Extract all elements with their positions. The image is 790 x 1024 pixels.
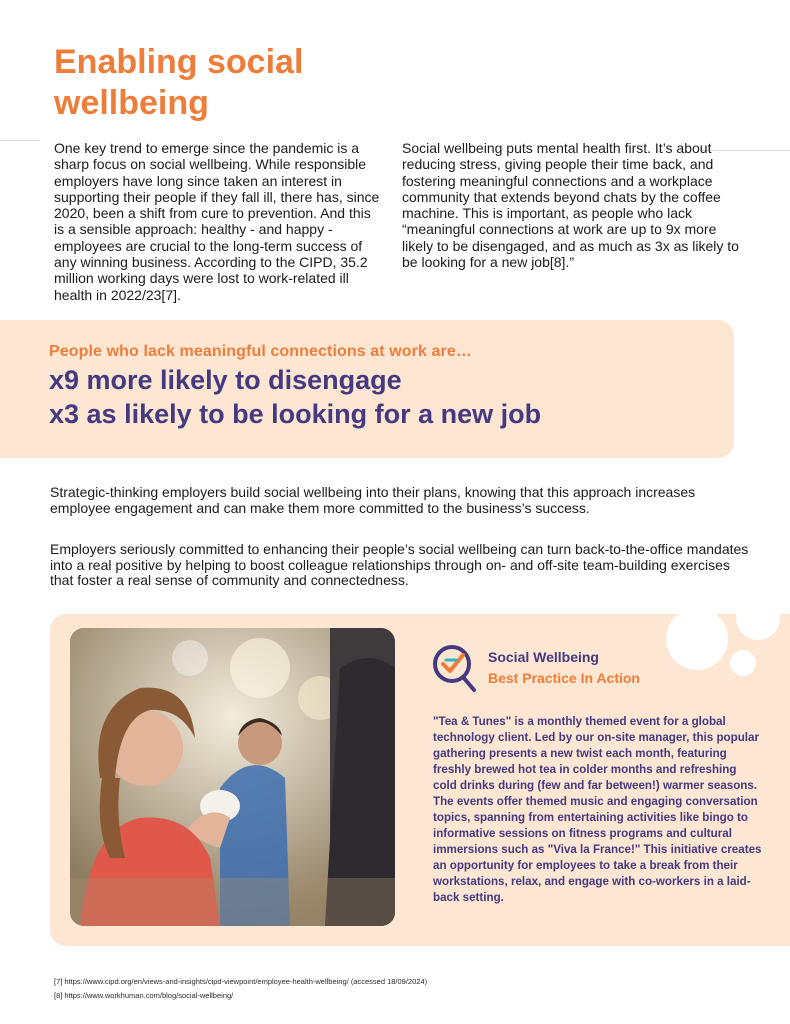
case-study-body: "Tea & Tunes" is a monthly themed event for a global technology client. Led by our on-site manager, this popular gathering presents a new twist each month, featuring freshly brewed hot tea in colder months and refreshing cold drinks during (few and far between!) warmer seasons. The events offer themed music and engaging conversation topics, spanning from entertaining activities like bingo to informative sessions on fitness programs and cultural immersions such as "Viva la France!" This initiative creates an opportunity for employees to take a break from their workstations, relax, and engage with co-workers in a laid-back setting.	[433, 715, 762, 904]
footnote-7: [7] https://www.cipd.org/en/views-and-insights/cipd-viewpoint/employee-health-wellbeing/ (accessed 18/09/2024)	[54, 977, 428, 986]
intro-column-right: Social wellbeing puts mental health first. It’s about reducing stress, giving people their time back, and fostering meaningful connections and a workplace community that extends beyond chats by the coffee machine. This is important, as people who lack “meaningful connections at work are up to 9x more likely to be disengaged, and as much as 3x as likely to be looking for a new job[8].”	[402, 140, 739, 271]
footnote-8: [8] https://www.workhuman.com/blog/social-wellbeing/	[54, 991, 234, 1000]
case-study-title: Social Wellbeing	[488, 649, 599, 665]
decorative-bubble-large	[666, 614, 728, 670]
decorative-line-left	[0, 140, 40, 141]
decorative-bubble-small	[730, 650, 756, 676]
people-drinking-tea-photo	[70, 628, 395, 926]
intro-column-left: One key trend to emerge since the pandemic is a sharp focus on social wellbeing. While responsible employers have long since taken an interest in supporting their people if they fall ill, there has, since 2020, been a shift from cure to prevention. And this is a sensible approach: healthy - and happy - employees are crucial to the long-term success of any winning business. According to the CIPD, 35.2 million working days were lost to work-related ill health in 2022/23[7].	[54, 140, 380, 303]
callout-stat-disengage: x9 more likely to disengage	[49, 365, 402, 395]
callout-lead: People who lack meaningful connections at work are…	[49, 343, 472, 360]
body-paragraph-1: Strategic-thinking employers build social wellbeing into their plans, knowing that this approach increases employee engagement and can make them more committed to the business’s success.	[50, 484, 696, 516]
page-title: Enabling social wellbeing	[54, 43, 304, 122]
stat-callout	[0, 320, 734, 458]
decorative-bubble-medium	[736, 614, 780, 640]
magnifier-check-icon	[430, 642, 480, 694]
case-study-subtitle: Best Practice In Action	[488, 670, 640, 686]
case-study-panel	[50, 614, 790, 946]
callout-stat-new-job: x3 as likely to be looking for a new job	[49, 399, 542, 429]
photo-illustration	[70, 628, 395, 926]
body-paragraph-2: Employers seriously committed to enhancing their people’s social wellbeing can turn back-to-the-office mandates into a real positive by helping to boost colleague relationships through on- and off-site team-building exercises that foster a real sense of community and connectedness.	[50, 541, 749, 588]
